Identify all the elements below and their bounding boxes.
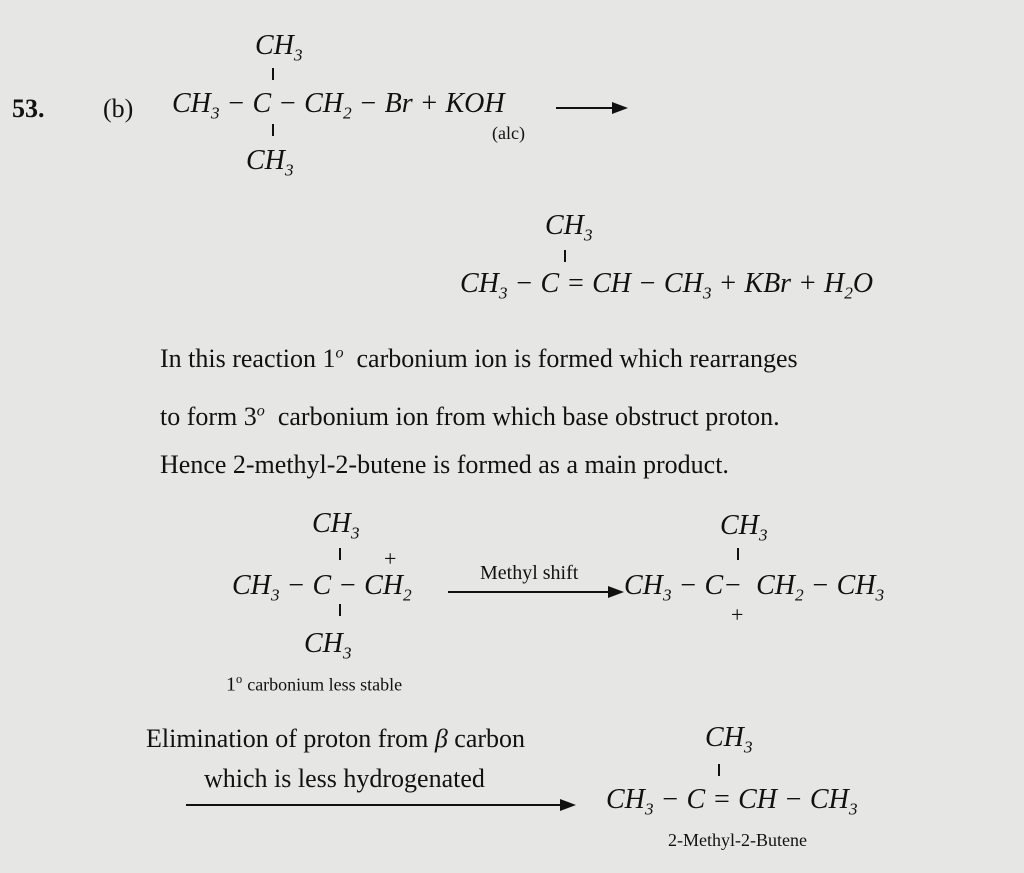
shift-arrow-head [608, 586, 624, 598]
right-top-methyl: $CH_3$ [720, 510, 768, 545]
left-bottom-bond [339, 604, 341, 616]
final-product-formula: $CH_3 - C$ = CH − $CH_3$ [606, 784, 858, 819]
option-label: (b) [103, 94, 134, 123]
left-bottom-methyl: $CH_3$ [304, 628, 352, 663]
left-top-methyl: $CH_3$ [312, 508, 360, 543]
ch2-group: $CH_2$ [304, 88, 352, 123]
primary-cation-charge: + [384, 546, 397, 571]
explanation-line-1: In this reaction 1$^o$ carbonium ion is formed which rearranges [160, 344, 798, 373]
reactant-formula: $CH_3 - C - CH_2 - Br$ + KOH [172, 88, 505, 123]
elimination-arrow-line [186, 804, 564, 806]
primary-cation-formula: $CH_3 - C - CH_2$ [232, 570, 412, 605]
bromine: Br [384, 88, 413, 119]
elimination-arrow-head [560, 799, 576, 811]
top-methyl: $CH_3$ [255, 30, 303, 65]
reaction-arrow-head [612, 102, 628, 114]
left-top-bond [339, 548, 341, 560]
reagent-koh: KOH [445, 88, 505, 119]
primary-cation-caption: 1$^o$ carbonium less stable [226, 672, 403, 696]
quaternary-carbon: C [252, 88, 272, 119]
elimination-label-line-1: Elimination of proton from β carbon [146, 724, 526, 753]
product-top-bond [564, 250, 566, 262]
product-formula: $CH_3 - C$ = CH − $CH_3$ + KBr + $H_2O$ [460, 268, 874, 303]
ch3-group: $CH_3$ [172, 88, 220, 123]
final-top-bond [718, 764, 720, 776]
bottom-bond [272, 124, 274, 136]
tertiary-cation-formula: $CH_3 - C- CH_2 - CH_3$ [624, 570, 885, 605]
explanation-line-2: to form 3$^o$ carbonium ion from which base obstruct proton. [160, 402, 780, 431]
reagent-condition: (alc) [492, 123, 525, 143]
final-top-methyl: $CH_3$ [705, 722, 753, 757]
methyl-shift-label: Methyl shift [480, 562, 579, 584]
top-bond [272, 68, 274, 80]
question-number: 53. [12, 94, 45, 123]
elimination-label-line-2: which is less hydrogenated [204, 764, 485, 793]
byproduct-kbr: KBr [744, 268, 792, 299]
explanation-line-3: Hence 2-methyl-2-butene is formed as a main product. [160, 450, 729, 479]
product-top-methyl: $CH_3$ [545, 210, 593, 245]
shift-arrow-line [448, 591, 612, 593]
tertiary-cation-charge: + [731, 602, 744, 627]
reaction-arrow-line [556, 107, 616, 109]
final-product-name: 2-Methyl-2-Butene [668, 830, 807, 850]
right-top-bond [737, 548, 739, 560]
byproduct-water: $H_2O$ [824, 268, 874, 303]
bottom-methyl: $CH_3$ [246, 145, 294, 180]
